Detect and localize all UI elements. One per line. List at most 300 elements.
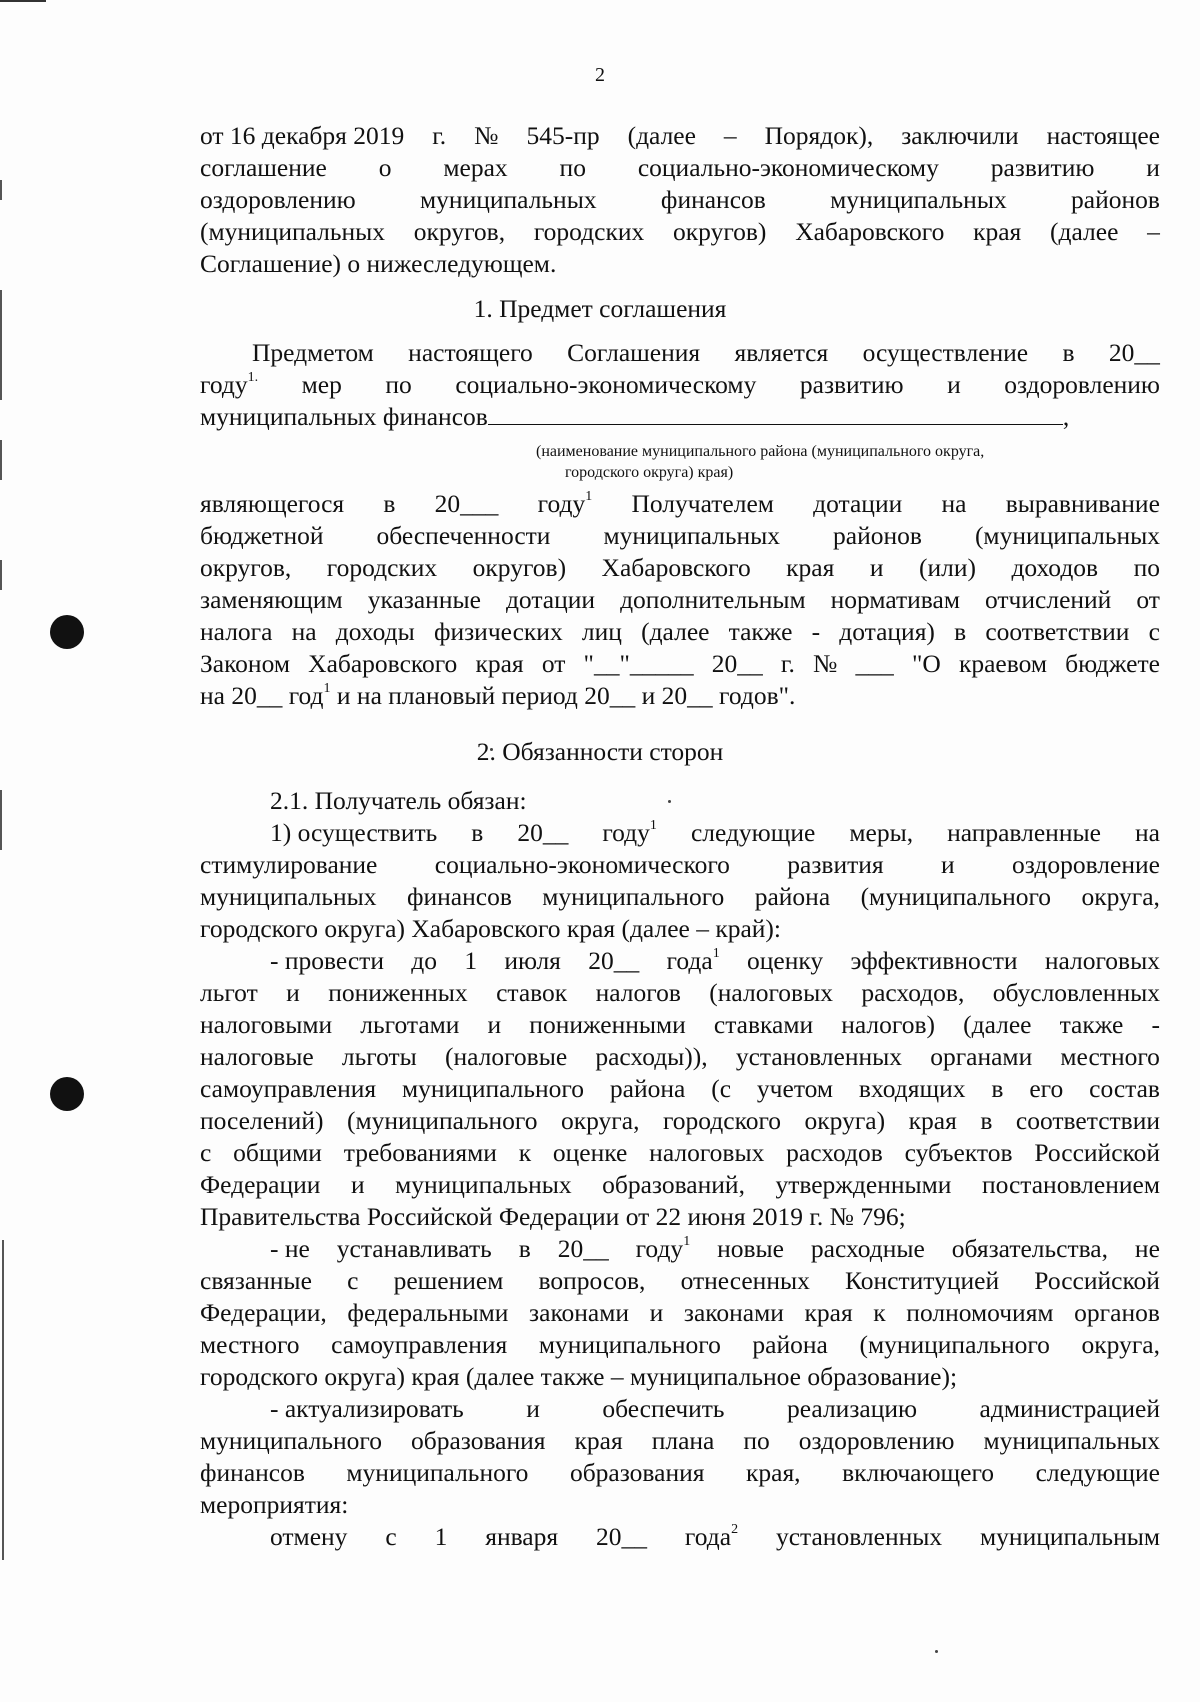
word: в — [471, 818, 484, 847]
word: – — [1147, 217, 1160, 246]
word: (или) — [918, 553, 976, 582]
word: входящих — [858, 1074, 966, 1103]
section-heading: 2. Обязанности сторон — [476, 737, 724, 766]
word: и — [350, 1170, 365, 1199]
word: (с — [711, 1074, 732, 1103]
word: № — [813, 649, 838, 678]
text-line — [200, 120, 1160, 152]
scan-edge-mark — [0, 790, 2, 850]
word: отнесенных — [680, 1266, 810, 1295]
word: льготами — [360, 1010, 460, 1039]
word: и на плановый период 20__ и 20__ годов". — [330, 681, 796, 710]
word: оценке — [552, 1138, 628, 1167]
word: общими — [233, 1138, 322, 1167]
word: утвержденными — [775, 1170, 952, 1199]
footnote-marker: 1 — [585, 489, 593, 504]
word: и — [286, 978, 300, 1007]
word: Получателем — [631, 489, 774, 518]
word: июля — [504, 946, 561, 975]
word: 20___ — [434, 489, 499, 518]
word: и — [487, 1010, 502, 1039]
word: бюджетной — [200, 521, 324, 550]
text-line — [200, 1265, 1160, 1297]
word: городских — [533, 217, 645, 246]
word: Предметом — [252, 338, 374, 367]
word — [667, 945, 720, 977]
word: соответствии — [985, 617, 1130, 646]
word: (муниципального — [859, 1330, 1050, 1359]
scan-edge-mark — [0, 0, 46, 2]
word: пониженными — [529, 1010, 686, 1039]
word: вопросов, — [538, 1266, 646, 1295]
word: отчислений — [985, 585, 1112, 614]
word: законами — [683, 1298, 784, 1327]
word: также — [728, 617, 793, 646]
word: льготы — [341, 1042, 417, 1071]
word: налоговые — [200, 1042, 314, 1071]
word — [636, 1233, 691, 1265]
word: муниципальных — [395, 1170, 572, 1199]
word: края — [908, 1106, 957, 1135]
word: ___ — [855, 649, 894, 678]
text-line — [200, 945, 1160, 977]
text-line — [200, 1233, 1160, 1265]
word: муниципального — [538, 1330, 721, 1359]
text-line — [200, 977, 1160, 1009]
punch-hole — [50, 615, 84, 649]
word: обязательства, — [951, 1234, 1108, 1263]
text-line — [200, 488, 1160, 520]
word: налоговыми — [200, 1010, 333, 1039]
word: января — [485, 1522, 559, 1551]
word: в — [518, 1234, 531, 1263]
word: муниципальным — [980, 1522, 1160, 1551]
word: (далее — [627, 121, 696, 150]
word — [685, 1521, 738, 1553]
scan-edge-mark — [0, 440, 2, 480]
word: Федерации, — [200, 1298, 327, 1327]
word: края — [804, 1298, 853, 1327]
word: Порядок), — [764, 121, 874, 150]
text-line — [200, 1521, 1160, 1553]
footnote-marker: 1. — [247, 370, 259, 385]
word: доходов — [1011, 553, 1099, 582]
word: о — [378, 153, 392, 182]
word: направленные — [947, 818, 1101, 847]
word: (далее — [641, 617, 710, 646]
word: эффективности — [850, 946, 1018, 975]
word: мерах — [443, 153, 508, 182]
word: социально-экономическому — [637, 153, 939, 182]
word: с — [385, 1522, 397, 1551]
word: - — [1151, 1010, 1160, 1039]
word: обусловленных — [992, 978, 1160, 1007]
word: финансов — [660, 185, 766, 214]
word: году — [200, 370, 248, 399]
word: по — [385, 370, 412, 399]
word: нормативам — [830, 585, 960, 614]
word: льгот — [200, 978, 258, 1007]
word: устанавливать — [336, 1234, 492, 1263]
word: Федерации — [200, 1170, 321, 1199]
word: налоговых — [1044, 946, 1160, 975]
word: района — [754, 882, 831, 911]
word: муниципального — [200, 1426, 382, 1455]
word: - не — [270, 1234, 310, 1263]
word: финансов — [200, 1458, 305, 1487]
word: края — [786, 553, 835, 582]
word: являющегося — [200, 489, 345, 518]
word: 20__ — [1108, 338, 1160, 367]
word: соответствии — [1015, 1106, 1160, 1135]
word: состав — [1089, 1074, 1160, 1103]
word: социально-экономическому — [455, 370, 757, 399]
word: расходные — [810, 1234, 925, 1263]
word: дотации — [813, 489, 903, 518]
word: включающего — [842, 1458, 995, 1487]
text-line — [200, 1009, 1160, 1041]
word: постановлением — [981, 1170, 1160, 1199]
word: и — [649, 1298, 664, 1327]
text-line — [200, 1169, 1160, 1201]
word: следующие — [1035, 1458, 1160, 1487]
word: 1) осуществить — [270, 818, 438, 847]
word: связанные — [200, 1266, 312, 1295]
word: округов) — [472, 553, 567, 582]
word: местного — [1060, 1042, 1160, 1071]
word: 1 — [434, 1522, 448, 1551]
word: учетом — [756, 1074, 834, 1103]
text-line — [200, 152, 1160, 184]
word: в — [991, 1074, 1004, 1103]
text-line — [200, 1393, 1160, 1425]
word: в — [1062, 338, 1075, 367]
footnote-marker: 1 — [649, 818, 657, 833]
punch-hole — [50, 1077, 84, 1111]
text-line — [200, 1425, 1160, 1457]
word: полномочиям — [906, 1298, 1054, 1327]
word: отмену — [270, 1522, 348, 1551]
word: обеспеченности — [376, 521, 551, 550]
text-line — [200, 616, 1160, 648]
word: самоуправления — [331, 1330, 508, 1359]
word: и — [526, 1394, 540, 1423]
footnote-marker: 1 — [323, 681, 331, 696]
word: плана — [651, 1426, 715, 1455]
text-line — [200, 216, 1160, 248]
word: , — [1062, 402, 1070, 431]
text-line: 2.1. Получатель обязан: — [270, 786, 527, 815]
word: с — [1148, 617, 1160, 646]
scan-edge-mark — [0, 560, 2, 590]
word: заключили — [901, 121, 1019, 150]
text-line — [200, 1457, 1160, 1489]
section1-paragraph-cont — [200, 488, 1160, 712]
word: округов, — [413, 217, 506, 246]
text-line: Соглашение) о нижеследующем. — [200, 249, 557, 278]
word: 1 — [464, 946, 478, 975]
word: также — [1059, 1010, 1124, 1039]
word: оздоровление — [1012, 850, 1160, 879]
word: районов — [1071, 185, 1160, 214]
word: Хабаровского — [308, 649, 458, 678]
word — [200, 369, 258, 401]
word: городских — [326, 553, 438, 582]
text-line — [200, 849, 1160, 881]
word: выравнивание — [1005, 489, 1160, 518]
word: органов — [1074, 1298, 1160, 1327]
word: осуществление — [862, 338, 1029, 367]
word: социально-экономического — [434, 850, 730, 879]
word: ставками — [713, 1010, 814, 1039]
text-line — [200, 1105, 1160, 1137]
word: субъектов — [904, 1138, 1013, 1167]
word: с — [200, 1138, 212, 1167]
word: реализацию — [787, 1394, 918, 1423]
word: расходы)), — [595, 1042, 708, 1071]
word: муниципального — [542, 882, 725, 911]
word: оздоровлению — [798, 1426, 955, 1455]
word: - — [811, 617, 821, 646]
word: его — [1029, 1074, 1064, 1103]
text-line — [200, 1137, 1160, 1169]
word: Российской — [1034, 1138, 1160, 1167]
word: дотация) — [839, 617, 935, 646]
text-line: Правительства Российской Федерации от 22 июня 2019 г. № 796; — [200, 1202, 906, 1231]
word: меры, — [849, 818, 914, 847]
word: округа) — [804, 1106, 886, 1135]
word: (муниципальных — [974, 521, 1160, 550]
word: – — [723, 121, 737, 150]
word: района — [609, 1074, 686, 1103]
word: и — [869, 553, 884, 582]
word: доходы — [335, 617, 415, 646]
word: Законом — [200, 649, 290, 678]
word: (муниципальных — [200, 217, 386, 246]
word: Хабаровского — [795, 217, 945, 246]
word: оздоровлению — [200, 185, 356, 214]
word: установленных — [775, 1522, 943, 1551]
word: округа, — [1081, 1330, 1160, 1359]
word: краевом — [958, 649, 1047, 678]
word: края — [574, 1426, 623, 1455]
word: с — [347, 1266, 359, 1295]
word: - актуализировать — [270, 1394, 464, 1423]
word: самоуправления — [200, 1074, 377, 1103]
scan-edge-mark — [2, 1240, 4, 1560]
word: пониженных — [328, 978, 468, 1007]
section1-paragraph — [200, 337, 1160, 433]
word: (муниципального — [346, 1106, 538, 1135]
text-line — [200, 680, 1160, 712]
text-line — [200, 369, 1160, 401]
word: стимулирование — [200, 850, 378, 879]
word: налогов) — [841, 1010, 936, 1039]
word: в — [383, 489, 396, 518]
word: развитию — [990, 153, 1095, 182]
word — [538, 488, 593, 520]
word: оздоровлению — [1004, 370, 1160, 399]
word: муниципальных — [983, 1426, 1160, 1455]
word: (налоговых — [709, 978, 833, 1007]
word: в — [980, 1106, 993, 1135]
word: развития — [787, 850, 884, 879]
word: ставок — [496, 978, 568, 1007]
word: (далее — [1050, 217, 1119, 246]
word — [602, 817, 657, 849]
text-line — [200, 401, 1160, 433]
word: 20__ — [711, 649, 763, 678]
word: заменяющим — [200, 585, 343, 614]
page-number: 2 — [595, 64, 605, 86]
word: установленных — [735, 1042, 903, 1071]
word: к — [873, 1298, 886, 1327]
footnote-marker: 1 — [712, 946, 720, 961]
word: муниципальных — [603, 521, 780, 550]
section-heading: 1. Предмет соглашения — [473, 294, 727, 323]
word: физических — [433, 617, 563, 646]
word: следующие — [690, 818, 816, 847]
word: является — [734, 338, 829, 367]
word: районов — [833, 521, 922, 550]
text-line — [200, 337, 1160, 369]
word: 545-пр — [526, 121, 600, 150]
word: 20__ — [517, 818, 569, 847]
word: и — [940, 850, 955, 879]
word: (далее — [963, 1010, 1032, 1039]
word: от 16 декабря 2019 — [200, 121, 405, 150]
word: 20__ — [596, 1522, 648, 1551]
word: настоящего — [408, 338, 533, 367]
word: г. — [780, 649, 795, 678]
word: настоящее — [1046, 121, 1160, 150]
word: муниципальных — [420, 185, 597, 214]
word: обеспечить — [602, 1394, 725, 1423]
text-line — [200, 1297, 1160, 1329]
word: налоговых — [649, 1138, 765, 1167]
word: "__"_____ — [583, 649, 694, 678]
word: лиц — [581, 617, 622, 646]
word: края — [973, 217, 1022, 246]
word: (муниципального — [860, 882, 1052, 911]
text-line — [200, 1329, 1160, 1361]
word: оценку — [747, 946, 824, 975]
word: муниципальных финансов — [200, 402, 488, 431]
word: округа, — [1081, 882, 1160, 911]
word: от — [1136, 585, 1160, 614]
word: федеральными — [347, 1298, 509, 1327]
word: на — [941, 489, 967, 518]
word: по — [559, 153, 586, 182]
word: муниципальных — [200, 882, 377, 911]
word: округов, — [200, 553, 292, 582]
word: администрацией — [979, 1394, 1160, 1423]
word: района — [752, 1330, 828, 1359]
text-line — [200, 817, 1160, 849]
word: соглашение — [200, 153, 327, 182]
field-caption: (наименование муниципального района (муниципального округа, — [536, 443, 985, 460]
word: налога — [200, 617, 273, 646]
word: края, — [746, 1458, 801, 1487]
word: образования — [411, 1426, 546, 1455]
word: муниципального — [346, 1458, 529, 1487]
word: мер — [301, 370, 342, 399]
word: года — [684, 1522, 732, 1551]
word: и — [1146, 153, 1160, 182]
word: - провести — [270, 946, 384, 975]
word: края — [475, 649, 524, 678]
word: дотации — [505, 585, 596, 614]
word: расходов — [786, 1138, 883, 1167]
word: Российской — [1034, 1266, 1160, 1295]
text-line — [200, 881, 1160, 913]
word: и — [947, 370, 961, 399]
scan-edge-mark — [0, 180, 2, 200]
text-line — [200, 1073, 1160, 1105]
text-line — [200, 584, 1160, 616]
word: г. — [432, 121, 447, 150]
word: № — [474, 121, 499, 150]
word: по — [1133, 553, 1160, 582]
word: образований, — [602, 1170, 745, 1199]
word: налогов — [595, 978, 681, 1007]
word: году — [537, 489, 586, 518]
text-line — [200, 1041, 1160, 1073]
scan-speck — [935, 1650, 938, 1653]
blank-fill-line — [488, 402, 1063, 425]
footnote-marker: 1 — [683, 1234, 691, 1249]
word: на — [291, 617, 317, 646]
text-line — [200, 648, 1160, 680]
word: муниципальных — [830, 185, 1007, 214]
word: новые — [717, 1234, 784, 1263]
word: округа, — [560, 1106, 640, 1135]
word: законами — [529, 1298, 630, 1327]
word: до — [411, 946, 438, 975]
word: указанные — [367, 585, 481, 614]
word: округов) — [673, 217, 767, 246]
word: органами — [930, 1042, 1033, 1071]
word: году — [635, 1234, 684, 1263]
word: на — [1134, 818, 1160, 847]
word: от — [541, 649, 566, 678]
word: на 20__ год — [200, 681, 324, 710]
text-line — [200, 184, 1160, 216]
section2-body — [200, 785, 1160, 1553]
word: года — [666, 946, 713, 975]
text-line: мероприятия: — [200, 1490, 349, 1519]
word: "О — [911, 649, 941, 678]
word: году — [602, 818, 650, 847]
footnote-marker: 2 — [731, 1522, 739, 1537]
word: 20__ — [588, 946, 640, 975]
text-line: городского округа) края (далее также – муниципальное образование); — [200, 1362, 958, 1391]
word: развитию — [799, 370, 904, 399]
word: 20__ — [557, 1234, 609, 1263]
word: не — [1134, 1234, 1160, 1263]
intro-paragraph — [200, 120, 1160, 280]
word: поселений) — [200, 1106, 324, 1135]
word: требованиями — [343, 1138, 497, 1167]
text-line — [200, 552, 1160, 584]
word: муниципального — [402, 1074, 584, 1103]
word: местного — [200, 1330, 300, 1359]
word: Хабаровского — [601, 553, 751, 582]
text-line — [200, 520, 1160, 552]
word: бюджете — [1065, 649, 1160, 678]
field-caption: городского округа) края) — [565, 464, 734, 481]
word: в — [954, 617, 967, 646]
